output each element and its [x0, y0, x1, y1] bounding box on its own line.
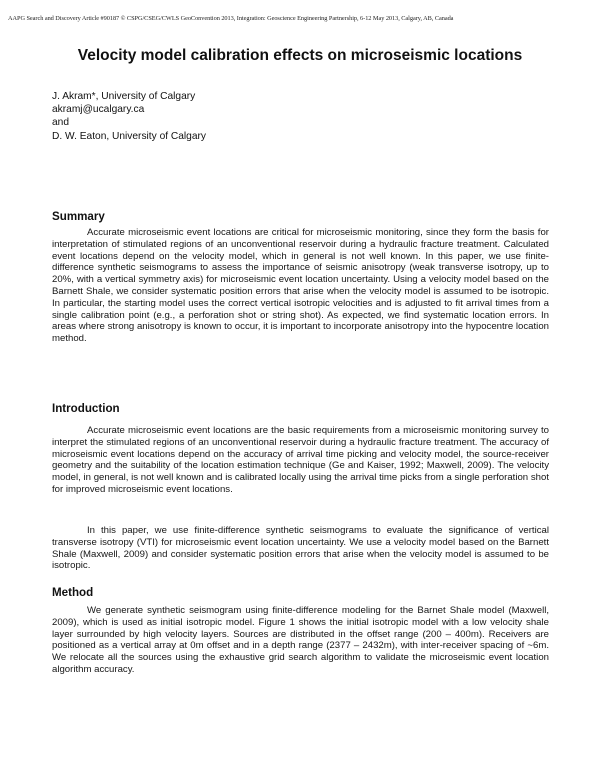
- summary-heading: Summary: [52, 210, 105, 223]
- method-paragraph: We generate synthetic seismogram using finite-difference modeling for the Barnet Shale model (Maxwell, 2009), which is used as initial isotropic model. Figure 1 shows the initial isotropic model with a low velocity shale layer surrounded by high velocity layers. Sources are distributed in the offset range (200 – 400m). Receivers are positioned as a vertical array at 0m offset and in a depth range (2377 – 2432m), with inter-receiver spacing of ~6m. We relocate all the sources using the exhaustive grid search algorithm to validate the microseismic event location algorithm accuracy.: [52, 605, 549, 675]
- introduction-paragraph-2: In this paper, we use finite-difference synthetic seismograms to evaluate the significance of vertical transverse isotropy (VTI) for microseismic event location uncertainty. We use a velocity model based on the Barnett Shale (Maxwell, 2009) and consider systematic position errors that arise when the velocity model is assumed to be isotropic.: [52, 525, 549, 572]
- paper-title: Velocity model calibration effects on microseismic locations: [77, 47, 523, 64]
- summary-paragraph: Accurate microseismic event locations are critical for microseismic monitoring, since they form the basis for interpretation of stimulated regions of an unconventional reservoir during a hydraulic fracture treatment. Calculated event locations depend on the velocity model, which in general is not well known. In this paper, we use finite-difference synthetic seismograms to assess the importance of seismic anisotropy (weak transverse isotropy, up to 20%, with a vertical symmetry axis) for microseismic event location uncertainty. Using a velocity model based on the Barnett Shale, we consider systematic position errors that arise when the velocity model is assumed to be isotropic. In particular, the starting model uses the correct vertical isotropic velocities and is adjusted to fit arrival times from a single calibration point (e.g., a perforation shot or string shot). As expected, we find systematic location errors. In areas where strong anisotropy is known to occur, it is important to incorporate anisotropy into the hypocentre location method.: [52, 227, 549, 345]
- author-email: akramj@ucalgary.ca: [52, 104, 145, 116]
- introduction-paragraph-1: Accurate microseismic event locations are the basic requirements from a microseismic monitoring survey to interpret the stimulated regions of an unconventional reservoir during a hydraulic fracture treatment. The accuracy of microseismic event locations depend on the accuracy of arrival time picking and velocity model, the source-receiver geometry and the suitability of the location estimation technique (Ge and Kaiser, 1992; Maxwell, 2009). The velocity model, in general, is not well known and is calibrated locally using the arrival time picks from a single perforation shot for improved microseismic event locations.: [52, 425, 549, 495]
- author-2: D. W. Eaton, University of Calgary: [52, 130, 206, 142]
- author-conjunction: and: [52, 117, 69, 129]
- author-1: J. Akram*, University of Calgary: [52, 91, 196, 102]
- running-head: AAPG Search and Discovery Article #90187 © CSPG/CSEG/CWLS GeoConvention 2013, Integration: Geoscience Engineering Partnership, 6-12 May 2013, Calgary, AB, Canada: [8, 15, 454, 22]
- author-block: [52, 90, 206, 143]
- method-heading: Method: [52, 586, 94, 599]
- introduction-heading: Introduction: [52, 402, 120, 415]
